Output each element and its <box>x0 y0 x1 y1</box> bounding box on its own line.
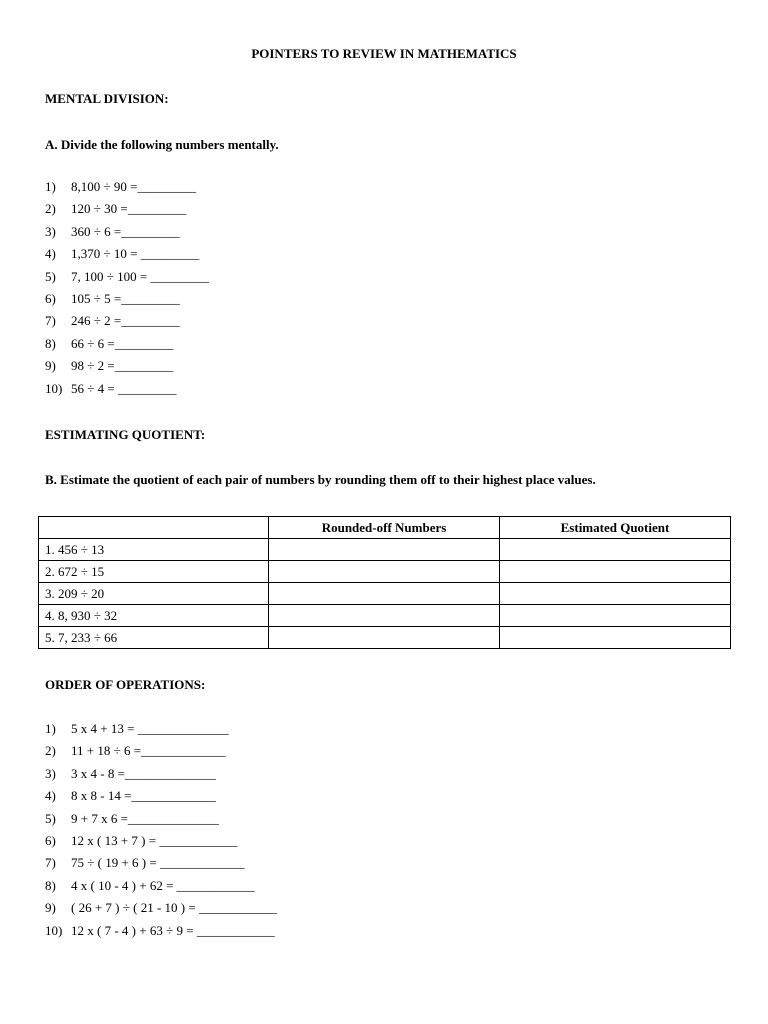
list-item <box>45 740 277 762</box>
table-row <box>39 561 731 583</box>
estimation-table <box>38 516 731 649</box>
rounded-cell[interactable] <box>269 583 500 605</box>
list-item <box>45 355 209 377</box>
header-cell-rounded: Rounded-off Numbers <box>269 517 500 539</box>
list-item <box>45 333 209 355</box>
item-text: 360 ÷ 6 =_________ <box>71 223 180 239</box>
quotient-cell[interactable] <box>500 627 731 649</box>
list-item <box>45 785 277 807</box>
item-text: 105 ÷ 5 =_________ <box>71 290 180 306</box>
item-number: 10) <box>45 922 63 938</box>
rounded-cell[interactable] <box>269 539 500 561</box>
item-number: 6) <box>45 832 56 848</box>
table-header-row <box>39 517 731 539</box>
item-text: 7, 100 ÷ 100 = _________ <box>71 268 209 284</box>
item-number: 6) <box>45 290 56 306</box>
item-number: 2) <box>45 743 56 759</box>
list-item <box>45 808 277 830</box>
item-number: 8) <box>45 877 56 893</box>
item-text: 5 x 4 + 13 = ______________ <box>71 721 229 736</box>
list-item <box>45 198 209 220</box>
item-number: 10) <box>45 380 63 396</box>
list-item <box>45 288 209 310</box>
item-text: 11 + 18 ÷ 6 =_____________ <box>71 743 226 759</box>
rounded-cell[interactable] <box>269 561 500 583</box>
item-text: 75 ÷ ( 19 + 6 ) = _____________ <box>71 855 245 871</box>
mental-division-list <box>45 176 209 400</box>
list-item <box>45 875 277 897</box>
item-text: 4 x ( 10 - 4 ) + 62 = ____________ <box>71 877 255 893</box>
problem-cell: 5. 7, 233 ÷ 66 <box>39 627 269 649</box>
table-row <box>39 627 731 649</box>
item-number: 7) <box>45 313 56 329</box>
item-number: 7) <box>45 855 56 871</box>
item-text: 3 x 4 - 8 =______________ <box>71 765 216 781</box>
item-text: 8 x 8 - 14 =_____________ <box>71 788 216 804</box>
quotient-cell[interactable] <box>500 605 731 627</box>
item-text: 12 x ( 7 - 4 ) + 63 ÷ 9 = ____________ <box>71 922 275 938</box>
item-number: 4) <box>45 788 56 804</box>
problem-cell: 1. 456 ÷ 13 <box>39 539 269 561</box>
list-item <box>45 176 209 198</box>
mental-division-heading: MENTAL DIVISION: <box>45 91 169 106</box>
table-row <box>39 539 731 561</box>
item-text: ( 26 + 7 ) ÷ ( 21 - 10 ) = ____________ <box>71 900 277 916</box>
item-number: 3) <box>45 765 56 781</box>
quotient-cell[interactable] <box>500 539 731 561</box>
header-cell-quotient: Estimated Quotient <box>500 517 731 539</box>
item-text: 66 ÷ 6 =_________ <box>71 335 174 351</box>
problem-cell: 2. 672 ÷ 15 <box>39 561 269 583</box>
order-of-operations-list <box>45 718 277 942</box>
item-text: 12 x ( 13 + 7 ) = ____________ <box>71 832 238 848</box>
table-row <box>39 583 731 605</box>
quotient-cell[interactable] <box>500 561 731 583</box>
problem-cell: 4. 8, 930 ÷ 32 <box>39 605 269 627</box>
list-item <box>45 852 277 874</box>
mental-division-instruction: A. Divide the following numbers mentally. <box>45 137 279 152</box>
item-number: 8) <box>45 335 56 351</box>
problem-cell: 3. 209 ÷ 20 <box>39 583 269 605</box>
item-number: 9) <box>45 358 56 374</box>
list-item <box>45 897 277 919</box>
item-text: 9 + 7 x 6 =______________ <box>71 810 219 826</box>
item-text: 1,370 ÷ 10 = _________ <box>71 246 200 262</box>
table-row <box>39 605 731 627</box>
item-number: 5) <box>45 268 56 284</box>
list-item <box>45 830 277 852</box>
header-cell-problem <box>39 517 269 539</box>
item-text: 246 ÷ 2 =_________ <box>71 313 180 329</box>
item-number: 9) <box>45 900 56 916</box>
list-item <box>45 378 209 400</box>
list-item <box>45 718 277 740</box>
estimating-instruction: B. Estimate the quotient of each pair of numbers by rounding them off to their highest place values. <box>45 472 596 487</box>
item-number: 5) <box>45 810 56 826</box>
page-title: POINTERS TO REVIEW IN MATHEMATICS <box>251 46 517 61</box>
list-item <box>45 266 209 288</box>
list-item <box>45 920 277 942</box>
item-number: 4) <box>45 246 56 262</box>
order-of-operations-heading: ORDER OF OPERATIONS: <box>45 677 206 692</box>
rounded-cell[interactable] <box>269 605 500 627</box>
list-item <box>45 221 209 243</box>
item-text: 56 ÷ 4 = _________ <box>71 380 177 396</box>
item-number: 2) <box>45 201 56 217</box>
list-item <box>45 763 277 785</box>
item-number: 3) <box>45 223 56 239</box>
item-text: 98 ÷ 2 =_________ <box>71 358 174 374</box>
list-item <box>45 243 209 265</box>
list-item <box>45 310 209 332</box>
item-text: 120 ÷ 30 =_________ <box>71 201 187 217</box>
rounded-cell[interactable] <box>269 627 500 649</box>
item-number: 1) <box>45 721 56 736</box>
estimating-heading: ESTIMATING QUOTIENT: <box>45 427 206 442</box>
quotient-cell[interactable] <box>500 583 731 605</box>
item-text: 8,100 ÷ 90 =_________ <box>71 179 196 194</box>
item-number: 1) <box>45 179 56 194</box>
